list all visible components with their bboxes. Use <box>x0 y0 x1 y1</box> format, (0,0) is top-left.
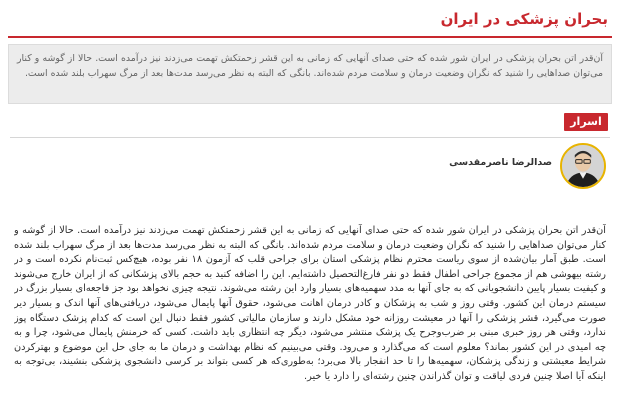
divider <box>10 137 610 138</box>
title-bar <box>8 6 612 38</box>
article-body: آن‌قدر اتن بحران پزشکی در ایران شور شده که حتی صدای آنهایی که زمانی به این قشر زحمتکش تهمت می‌زدند نیز درآمده است. حالا از گوشه و کنار می‌توان صداهایی را شنید که نگران وضعیت درمان و سلامت مردم شده‌اند. بانگی که البته به نظر می‌رسد مدت‌ها بعد از مرگ سهراب بلند شده است. طبق آمار بیان‌شده از سوی ریاست محترم نظام پزشکی استان برای جراحی قلب که آزمون ۱۸ نفر بوده، هیچ‌کس ثبت‌نام نکرده است و در رشته بیهوشی هم از مجموع جراحی اطفال فقط دو نفر فارغ‌التحصیل داشته‌ایم. این را اضافه کنید به حجم بالای پزشکانی که از ایران خارج می‌شوند و کیفیت بسیار پایین دانشجویانی که به جای آنها به مدد سهمیه‌های بسیار وارد این رشته می‌شوند. نتیجه چیزی نخواهد بود جز فاجعه‌ای بسیار بزرگ در سیستم درمان این کشور. وقتی روز و شب به پزشکان و کادر درمان اهانت می‌شود، حقوق آنها پایمال می‌شود، دریافتی‌های آنها اندک و بسیار دیر صورت می‌گیرد، قشر پزشکی را آنها در معیشت روزانه خود مشکل دارند و سازمان مالیاتی کشور فقط دنبال این است که کدام پزشک دستگاه پوز ندارد، وقتی هر روز خبری مبنی بر ضرب‌وجرح یک پزشک منتشر می‌شود، دیگر چه انتظاری باید داشت. کسی که خرمنش پایمال می‌شود، چرا و به چه امیدی در این کشور بماند؟ معلوم است که می‌گذارد و می‌رود. وقتی می‌بینیم که نظام بهداشت و درمان ما به جای حل این موضوع و بهترکردن شرایط معیشتی و زندگی پزشکان، سهمیه‌ها را تا حد انفجار بالا می‌برد؛ به‌طوری‌که هر کسی بتواند بر کرسی دانشجوی پزشکی بنشیند، بی‌توجه به اینکه آیا اصلا چنین فردی لیاقت و توان گذراندن چنین رشته‌ای را دارد یا خیر. <box>14 225 606 382</box>
author-name[interactable]: صدالرضا ناصرمقدسی <box>449 157 552 168</box>
author-avatar <box>560 143 606 189</box>
author-portrait-icon <box>562 145 604 187</box>
source-logo[interactable]: اسرار <box>564 113 608 131</box>
article-title[interactable]: بحران پزشکی در ایران <box>440 10 608 28</box>
article-lead: آن‌قدر اتن بحران پزشکی در ایران شور شده که حتی صدای آنهایی که زمانی به این قشر زحمتکش تهمت می‌زدند نیز درآمده است. حالا از گوشه و کنار می‌توان صداهایی را شنید که نگران وضعیت درمان و سلامت مردم شده‌اند. بانگی که البته به نظر می‌رسد مدت‌ها بعد از مرگ سهراب بلند شده است. <box>8 44 612 104</box>
